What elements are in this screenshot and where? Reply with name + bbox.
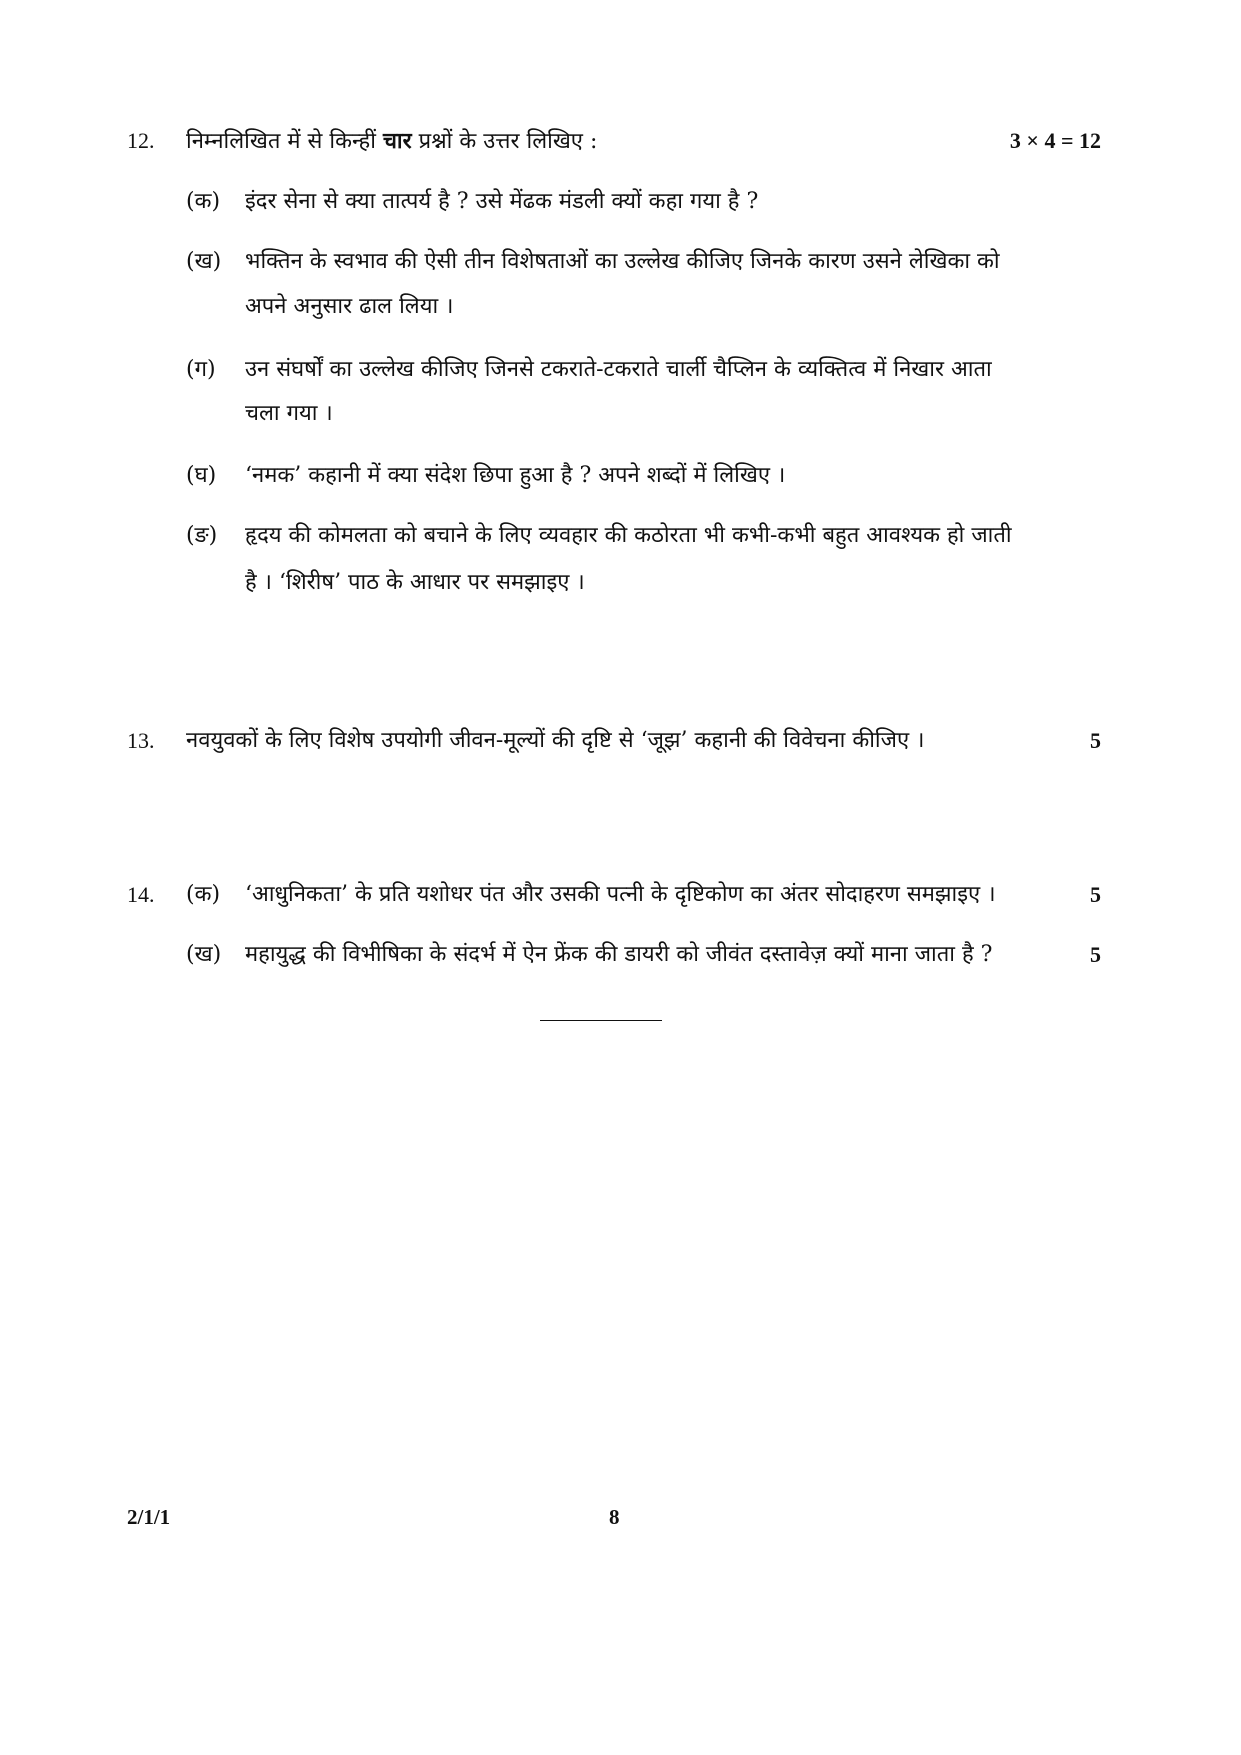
question-12-marks: 3 × 4 = 12: [1009, 128, 1101, 153]
question-14-number: 14.: [127, 882, 155, 907]
question-13-text: नवयुवकों के लिए विशेष उपयोगी जीवन-मूल्यों की दृष्टि से ‘जूझ’ कहानी की विवेचना कीजिए ।: [186, 728, 925, 753]
q12-part-nga-text-line1: हृदय की कोमलता को बचाने के लिए व्यवहार की कठोरता भी कभी-कभी बहुत आवश्यक हो जाती: [245, 523, 1012, 548]
footer-page-number: 8: [609, 1505, 620, 1529]
question-12-instruction: [186, 126, 597, 157]
q12-part-ga-text-line2: चला गया ।: [245, 401, 333, 426]
question-13-number: 13.: [127, 728, 155, 753]
question-13-marks: 5: [1090, 728, 1101, 753]
q14-part-ka-label: (क): [186, 882, 221, 907]
q12-part-ga-label: (ग): [186, 357, 216, 382]
q12-part-kha-label: (ख): [186, 249, 222, 274]
q14-part-kha-label: (ख): [186, 942, 222, 967]
q14-part-ka-text: ‘आधुनिकता’ के प्रति यशोधर पंत और उसकी पत्नी के दृष्टिकोण का अंतर सोदाहरण समझाइए ।: [245, 882, 996, 907]
q14-part-kha-text: महायुद्ध की विभीषिका के संदर्भ में ऐन फ्रेंक की डायरी को जीवंत दस्तावेज़ क्यों माना जाता है ?: [245, 942, 993, 967]
question-12-instruction-bold: चार: [382, 128, 412, 154]
q12-part-kha-text-line1: भक्तिन के स्वभाव की ऐसी तीन विशेषताओं का उल्लेख कीजिए जिनके कारण उसने लेखिका को: [245, 249, 1000, 274]
q12-part-gha-label: (घ): [186, 463, 217, 488]
question-12-number: 12.: [127, 128, 155, 153]
q14-part-kha-marks: 5: [1090, 942, 1101, 967]
q12-part-gha-text: ‘नमक’ कहानी में क्या संदेश छिपा हुआ है ? अपने शब्दों में लिखिए ।: [245, 463, 786, 488]
question-12-instruction-post: प्रश्नों के उत्तर लिखिए :: [411, 129, 598, 154]
q12-part-nga-text-line2: है । ‘शिरीष’ पाठ के आधार पर समझाइए ।: [245, 570, 585, 595]
question-12-instruction-pre: निम्नलिखित में से किन्हीं: [186, 129, 383, 154]
end-of-questions-rule: [540, 1020, 662, 1021]
q12-part-nga-label: (ङ): [186, 523, 218, 548]
q12-part-ka-text: इंदर सेना से क्या तात्पर्य है ? उसे मेंढक मंडली क्यों कहा गया है ?: [245, 189, 759, 214]
q12-part-ga-text-line1: उन संघर्षों का उल्लेख कीजिए जिनसे टकराते-टकराते चार्ली चैप्लिन के व्यक्तित्व में निखार आता: [245, 357, 992, 382]
q14-part-ka-marks: 5: [1090, 882, 1101, 907]
footer-paper-code: 2/1/1: [127, 1505, 171, 1529]
q12-part-kha-text-line2: अपने अनुसार ढाल लिया ।: [245, 294, 454, 319]
q12-part-ka-label: (क): [186, 189, 221, 214]
